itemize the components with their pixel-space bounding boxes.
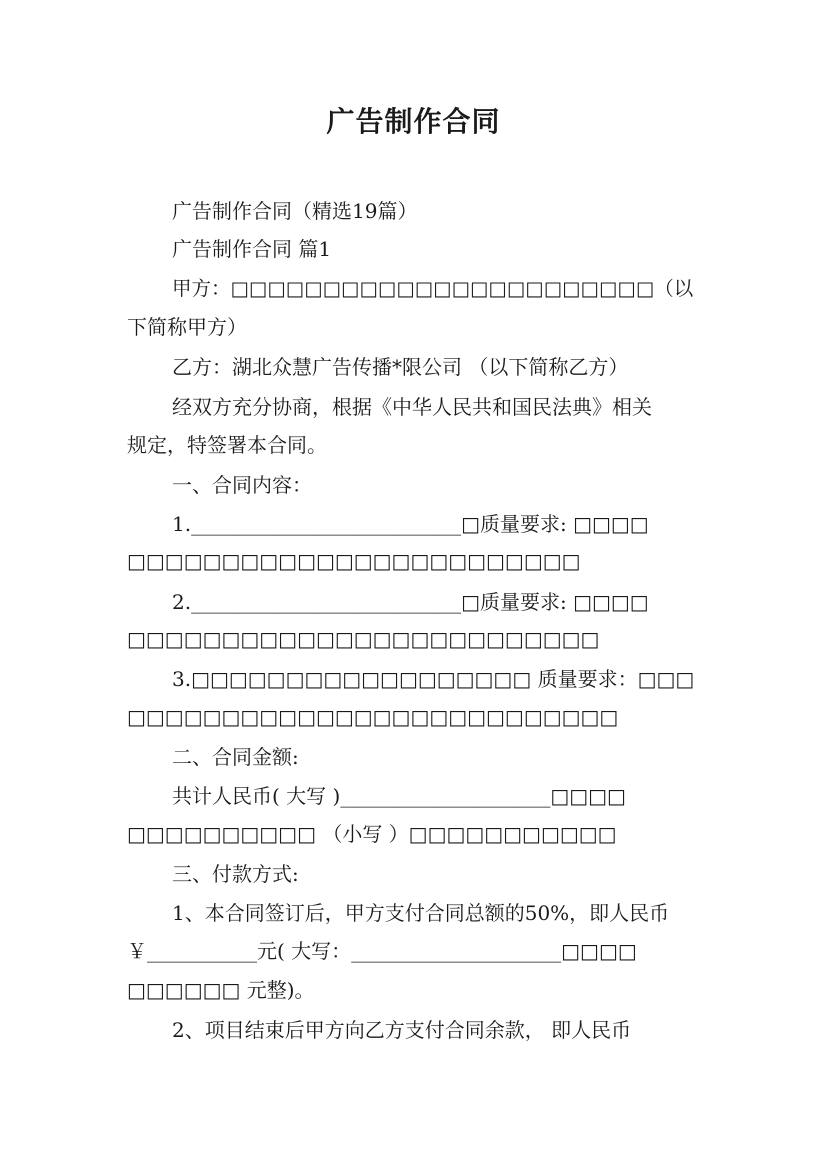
amount-line-cont: □□□□□□□□□□ （小写 ）□□□□□□□□□□□ <box>127 822 617 846</box>
payment-1-line-end: □□□□□□ 元整)。 <box>127 978 315 1002</box>
clause-heading-payment: 三、付款方式: <box>172 862 299 886</box>
item-3-line: 3.□□□□□□□□□□□□□□□□□□ 质量要求：□□□ <box>172 667 695 691</box>
document-title: 广告制作合同 <box>326 105 501 138</box>
party-a-line-cont: 下简称甲方） <box>127 315 247 339</box>
preamble-line-cont: 规定，特签署本合同。 <box>127 433 327 457</box>
party-a-line: 甲方：□□□□□□□□□□□□□□□□□□□□□□□（以 <box>172 277 694 300</box>
item-3-line-cont: □□□□□□□□□□□□□□□□□□□□□□□□□□ <box>127 705 619 729</box>
section-heading: 广告制作合同 篇1 <box>172 237 332 261</box>
item-1-line-cont: □□□□□□□□□□□□□□□□□□□□□□□□ <box>127 549 581 573</box>
item-1-line: 1.___________________________□质量要求: □□□□ <box>172 512 649 536</box>
subtitle-line: 广告制作合同（精选19篇） <box>172 199 418 223</box>
preamble-line: 经双方充分协商，根据《中华人民共和国民法典》相关 <box>172 395 652 419</box>
clause-heading-contents: 一、合同内容： <box>172 473 312 497</box>
party-b-line: 乙方：湖北众慧广告传播*限公司 （以下简称乙方） <box>172 355 629 379</box>
clause-heading-amount: 二、合同金额: <box>172 745 299 769</box>
amount-line: 共计人民币( 大写 )_____________________□□□□ <box>172 784 626 808</box>
payment-1-line: 1、本合同签订后，甲方支付合同总额的50%，即人民币 <box>172 901 670 925</box>
payment-1-line-cont: ￥___________元( 大写：_____________________□□□□ <box>127 939 637 963</box>
item-2-line: 2.___________________________□质量要求: □□□□ <box>172 590 649 614</box>
item-2-line-cont: □□□□□□□□□□□□□□□□□□□□□□□□□ <box>127 627 600 651</box>
payment-2-line: 2、项目结束后甲方向乙方支付合同余款， 即人民币 <box>172 1018 632 1042</box>
